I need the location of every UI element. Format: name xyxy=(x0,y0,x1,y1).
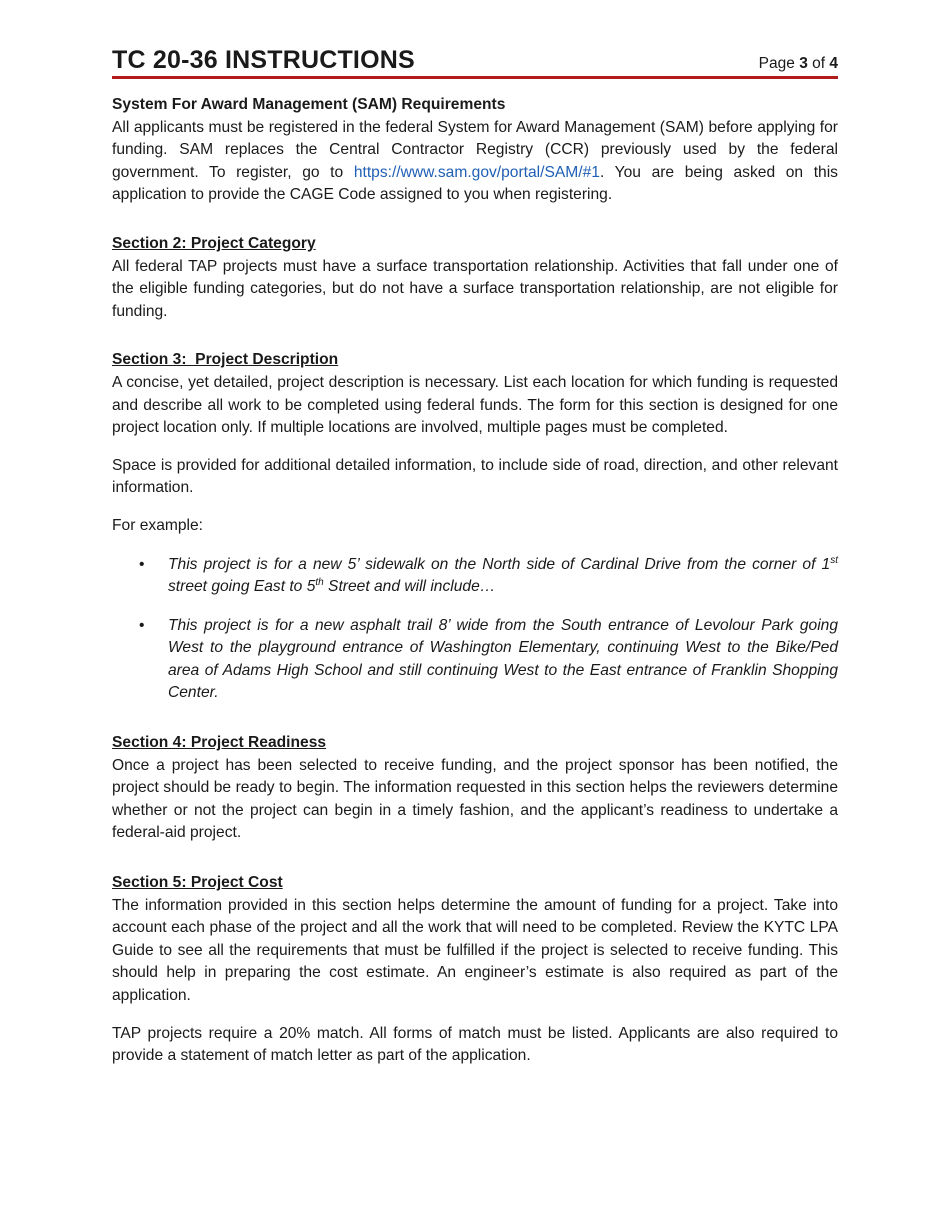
section-5 xyxy=(112,872,838,1068)
bullet-icon: • xyxy=(139,555,145,573)
sam-text-part: All applicants must be registered in the federal System for Award Management (SAM) before applying for funding. SAM replaces the Central Contractor Registry (CCR) previously used by the federal government. To register, go to xyxy=(112,118,838,181)
page-word: Page xyxy=(758,55,795,72)
page-number xyxy=(759,55,838,73)
document-title: TC 20-36 INSTRUCTIONS xyxy=(112,46,415,74)
section-4-text: Once a project has been selected to receive funding, and the project sponsor has been notified, the project should be ready to begin. The information requested in this section helps the reviewers determine whether or not the project can begin in a timely fashion, and the applicant’s readiness to undertake a federal-aid project. xyxy=(112,756,838,842)
list-item xyxy=(112,554,838,599)
sam-text xyxy=(112,117,838,207)
example-text: This project is for a new 5’ sidewalk on the North side of Cardinal Drive from the corner of 1 xyxy=(168,555,831,573)
ordinal-suffix: st xyxy=(830,554,838,566)
sam-section xyxy=(112,94,838,207)
example-text: street going East to 5 xyxy=(168,578,316,596)
page-of-word: of xyxy=(812,55,826,72)
example-text: This project is for a new asphalt trail 8’ wide from the South entrance of Levolour Park going West to the playground entrance of Washington Elementary, continuing West to the Bike/Ped area of Adams High School and still continuing West to the East entrance of Franklin Shopping Center. xyxy=(168,616,838,702)
sam-text-part: . You are being asked on this application to provide the CAGE Code assigned to you when registering. xyxy=(112,163,838,204)
section-5-paragraph: TAP projects require a 20% match. All forms of match must be listed. Applicants are also required to provide a statement of match letter as part of the application. xyxy=(112,1024,838,1065)
document-body xyxy=(112,94,838,1068)
ordinal-suffix: th xyxy=(315,576,324,588)
section-5-heading: Section 5: Project Cost xyxy=(112,874,283,892)
list-item xyxy=(112,615,838,705)
section-3-paragraph: For example: xyxy=(112,516,203,534)
section-2-text: All federal TAP projects must have a surface transportation relationship. Activities that fall under one of the eligible funding categories, but do not have a surface transportation relationship, are not eligible for funding. xyxy=(112,257,838,320)
section-4-heading: Section 4: Project Readiness xyxy=(112,734,327,752)
section-3-heading: Section 3: Project Description xyxy=(112,351,339,369)
sam-link[interactable]: https://www.sam.gov/portal/SAM/#1 xyxy=(353,163,600,181)
page-current: 3 xyxy=(799,55,808,72)
example-text: Street and will include… xyxy=(323,578,496,596)
page-header xyxy=(112,44,838,76)
header-rule xyxy=(112,76,838,79)
section-2 xyxy=(112,233,838,323)
document-page xyxy=(112,44,838,1068)
section-3-paragraph: Space is provided for additional detailed information, to include side of road, direction, and other relevant information. xyxy=(112,456,838,497)
section-3-paragraph: A concise, yet detailed, project description is necessary. List each location for which funding is requested and describe all work to be completed using federal funds. The form for this section is designed for one project location only. If multiple locations are involved, multiple pages must be completed. xyxy=(112,373,838,437)
section-4 xyxy=(112,732,838,845)
sam-heading: System For Award Management (SAM) Requirements xyxy=(112,96,506,113)
bullet-icon: • xyxy=(139,616,145,634)
page-total: 4 xyxy=(829,55,838,72)
example-list xyxy=(112,554,838,706)
section-2-heading: Section 2: Project Category xyxy=(112,234,316,252)
section-3 xyxy=(112,349,838,705)
section-5-paragraph: The information provided in this section helps determine the amount of funding for a project. Take into account each phase of the project and all the work that will need to be completed. Review the KYTC LPA Guide to see all the requirements that must be fulfilled if the project is selected to receive funding. This should help in preparing the cost estimate. An engineer’s estimate is also required as part of the application. xyxy=(112,896,838,1004)
